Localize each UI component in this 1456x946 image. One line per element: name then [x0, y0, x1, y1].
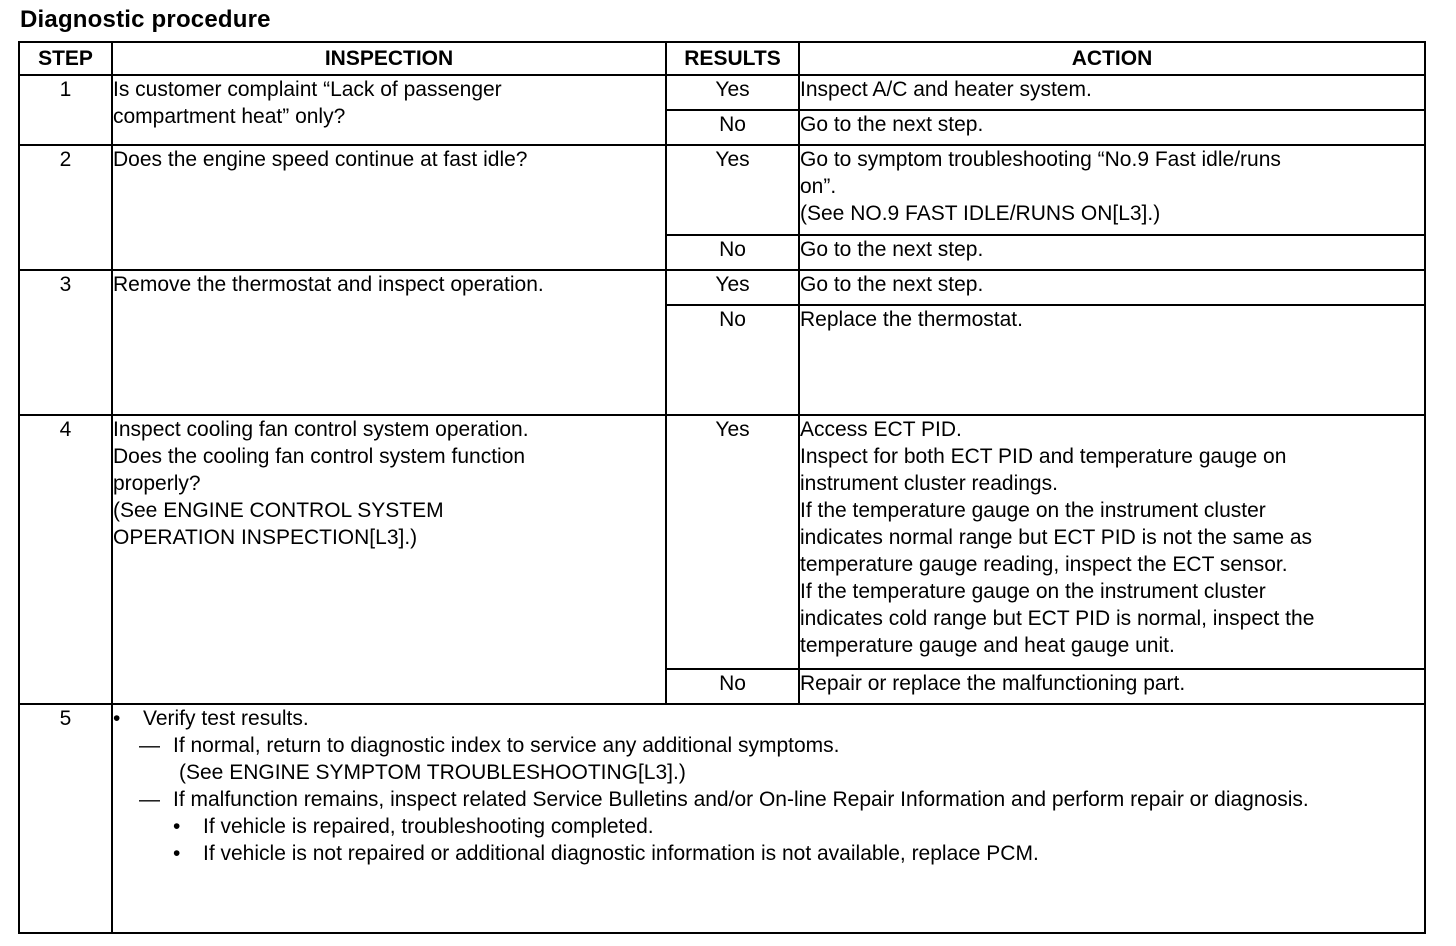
col-header-results: RESULTS [666, 42, 799, 75]
text-line: Go to the next step. [800, 238, 984, 261]
table-row [19, 145, 1425, 235]
result-no: No [666, 669, 799, 704]
col-header-inspection: INSPECTION [112, 42, 666, 75]
list-item [113, 786, 1424, 813]
text-line: Inspect A/C and heater system. [800, 78, 1092, 101]
text-line: Inspect for both ECT PID and temperature gauge on [800, 445, 1287, 468]
result-yes: Yes [666, 75, 799, 110]
step-number: 1 [19, 75, 112, 145]
text-line: If vehicle is not repaired or additional diagnostic information is not available, replace PCM. [203, 842, 1039, 865]
table-row [19, 270, 1425, 305]
diagnostic-table [18, 41, 1426, 934]
col-header-action: ACTION [799, 42, 1425, 75]
text-line: Does the cooling fan control system function [113, 445, 526, 468]
step-number: 2 [19, 145, 112, 270]
action-cell [799, 669, 1425, 704]
step-number: 3 [19, 270, 112, 415]
step-number: 4 [19, 415, 112, 704]
text-line: (See ENGINE SYMPTOM TROUBLESHOOTING[L3].) [179, 761, 686, 784]
inspection-cell [112, 270, 666, 415]
text-line: properly? [113, 472, 201, 495]
step5-content [112, 704, 1425, 933]
text-line: indicates normal range but ECT PID is not the same as [800, 526, 1313, 549]
action-cell [799, 270, 1425, 305]
result-no: No [666, 305, 799, 415]
text-line: Is customer complaint “Lack of passenger [113, 78, 502, 101]
text-line: on”. [800, 175, 837, 198]
text-line: (See ENGINE CONTROL SYSTEM [113, 499, 444, 522]
table-row [19, 415, 1425, 669]
text-line: Verify test results. [143, 707, 309, 730]
action-cell [799, 305, 1425, 415]
text-line: Does the engine speed continue at fast idle? [113, 148, 528, 171]
table-row [19, 704, 1425, 933]
text-line: Go to the next step. [800, 273, 984, 296]
dash-icon: — [139, 734, 160, 757]
action-cell [799, 75, 1425, 110]
text-line: If normal, return to diagnostic index to service any additional symptoms. [173, 734, 840, 757]
action-cell [799, 415, 1425, 669]
text-line: Go to the next step. [800, 113, 984, 136]
page-title: Diagnostic procedure [20, 6, 271, 33]
text-line: Repair or replace the malfunctioning part. [800, 672, 1186, 695]
inspection-cell [112, 415, 666, 704]
text-line: If malfunction remains, inspect related Service Bulletins and/or On-line Repair Information and perform repair or diagnosis. [173, 788, 1309, 811]
text-line: Remove the thermostat and inspect operation. [113, 273, 544, 296]
action-cell [799, 110, 1425, 145]
step-number: 5 [19, 704, 112, 933]
list-item [113, 732, 1424, 759]
text-line: compartment heat” only? [113, 105, 346, 128]
result-yes: Yes [666, 415, 799, 669]
text-line: If vehicle is repaired, troubleshooting completed. [203, 815, 654, 838]
inspection-cell [112, 145, 666, 270]
text-line: OPERATION INSPECTION[L3].) [113, 526, 418, 549]
action-cell [799, 235, 1425, 270]
text-line: If the temperature gauge on the instrument cluster [800, 580, 1266, 603]
text-line: (See NO.9 FAST IDLE/RUNS ON[L3].) [800, 202, 1161, 225]
text-line: instrument cluster readings. [800, 472, 1058, 495]
action-cell [799, 145, 1425, 235]
header-row [19, 42, 1425, 75]
bullet-icon: • [113, 707, 121, 730]
text-line: indicates cold range but ECT PID is normal, inspect the [800, 607, 1315, 630]
text-line: Access ECT PID. [800, 418, 962, 441]
list-item [113, 840, 1424, 867]
bullet-icon: • [173, 815, 181, 838]
text-line: temperature gauge reading, inspect the ECT sensor. [800, 553, 1288, 576]
table-row [19, 75, 1425, 110]
text-line: Go to symptom troubleshooting “No.9 Fast idle/runs [800, 148, 1281, 171]
inspection-cell [112, 75, 666, 145]
result-no: No [666, 110, 799, 145]
list-item [113, 705, 1424, 732]
text-line: Inspect cooling fan control system operation. [113, 418, 529, 441]
dash-icon: — [139, 788, 160, 811]
list-item [113, 813, 1424, 840]
text-line: Replace the thermostat. [800, 308, 1023, 331]
col-header-step: STEP [19, 42, 112, 75]
result-yes: Yes [666, 145, 799, 235]
result-no: No [666, 235, 799, 270]
text-line: temperature gauge and heat gauge unit. [800, 634, 1175, 657]
text-line: If the temperature gauge on the instrument cluster [800, 499, 1266, 522]
result-yes: Yes [666, 270, 799, 305]
bullet-icon: • [173, 842, 181, 865]
